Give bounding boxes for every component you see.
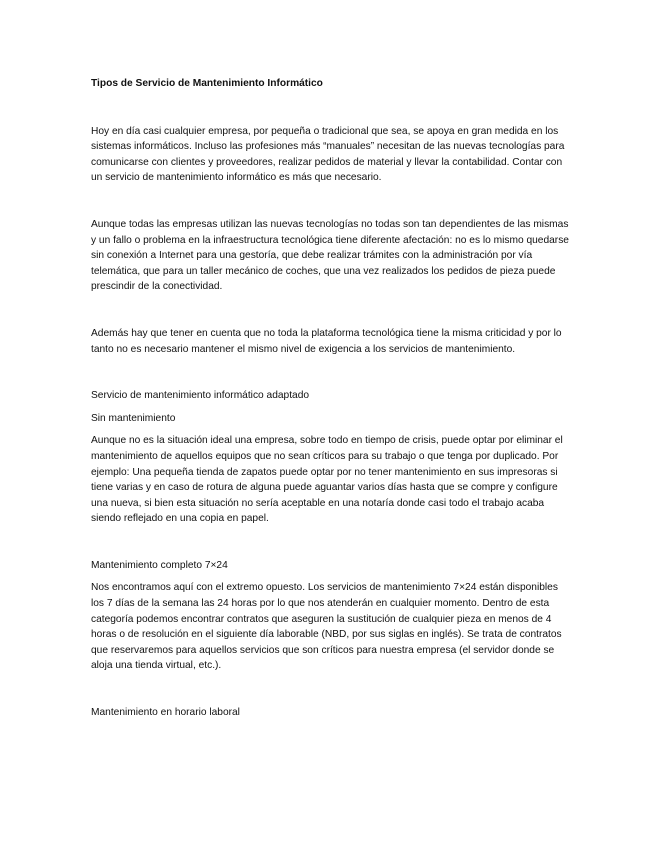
paragraph-no-maintenance: Aunque no es la situación ideal una empresa, sobre todo en tiempo de crisis, puede optar por eliminar el mantenimiento de aquellos equipos que no sean críticos para su trabajo o que tenga por duplicado. Por ejemplo: Una pequeña tienda de zapatos puede optar por no tener mantenimiento en sus impresoras si tiene varias y en caso de rotura de alguna puede aguantar varios días hasta que se compre y configure una nueva, si bien esta situación no sería aceptable en una notaría donde casi todo el trabajo acaba siendo reflejado en una copia en papel. xyxy=(91,435,563,525)
paragraph-criticality: Además hay que tener en cuenta que no toda la plataforma tecnológica tiene la misma criticidad y por lo tanto no es necesario mantener el mismo nivel de exigencia a los servicios de mantenimiento. xyxy=(91,327,562,355)
paragraph-full-maintenance: Nos encontramos aquí con el extremo opuesto. Los servicios de mantenimiento 7×24 están disponibles los 7 días de la semana las 24 horas por lo que nos atenderán en cualquier momento. Dentro de esta categoría podemos encontrar contratos que aseguren la sustitución de cualquier pieza en menos de 4 horas o de resolución en el siguiente día laborable (NBD, por sus siglas en inglés). Se trata de contratos que reservaremos para aquellos servicios que son críticos para nuestra empresa (el servidor donde se aloja una tienda virtual, etc.). xyxy=(91,582,562,672)
subheading-full-maintenance: Mantenimiento completo 7×24 xyxy=(91,559,228,571)
subheading-business-hours: Mantenimiento en horario laboral xyxy=(91,707,240,719)
subheading-no-maintenance: Sin mantenimiento xyxy=(91,412,176,424)
paragraph-intro: Hoy en día casi cualquier empresa, por pequeña o tradicional que sea, se apoya en gran medida en los sistemas informáticos. Incluso las profesiones más “manuales” necesitan de las nuevas tecnologías para comunicarse con clientes y proveedores, realizar pedidos de material y llevar la contabilidad. Contar con un servicio de mantenimiento informático es más que necesario. xyxy=(91,125,565,184)
document-title: Tipos de Servicio de Mantenimiento Informático xyxy=(91,78,323,89)
paragraph-dependence: Aunque todas las empresas utilizan las nuevas tecnologías no todas son tan dependientes de las mismas y un fallo o problema en la infraestructura tecnológica tiene diferente afectación: no es lo mismo quedarse sin conexión a Internet para una gestoría, que debe realizar trámites con la administración por vía telemática, que para un taller mecánico de coches, que una vez realizados los pedidos de pieza puede prescindir de la conectividad. xyxy=(91,218,569,293)
section-heading: Servicio de mantenimiento informático adaptado xyxy=(91,390,310,402)
document-body xyxy=(91,76,571,721)
